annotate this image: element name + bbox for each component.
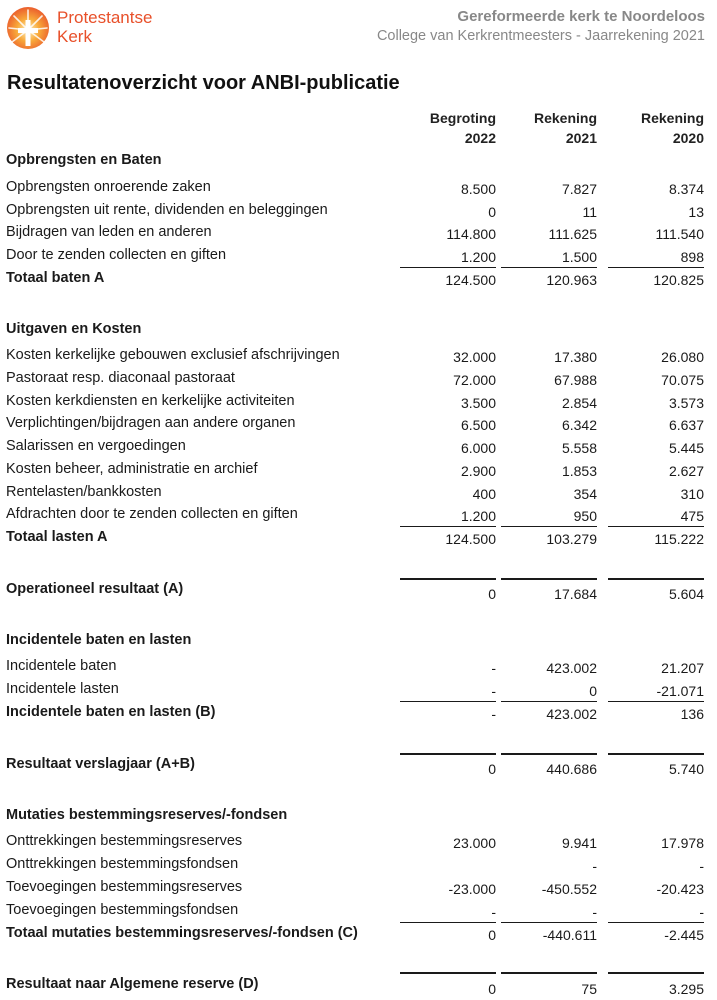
row-label: Incidentele baten xyxy=(6,658,117,674)
row-label: Incidentele baten en lasten (B) xyxy=(6,704,216,720)
value-rekening-2020: 5.604 xyxy=(668,586,704,602)
table-row xyxy=(0,876,717,898)
value-rekening-2021: 2.854 xyxy=(561,395,597,411)
header-info xyxy=(377,8,705,46)
value-rekening-2021: - xyxy=(592,904,597,920)
value-rekening-2021: 0 xyxy=(589,683,597,699)
column-header-line1: Rekening xyxy=(533,110,597,126)
value-begroting-2022: 1.200 xyxy=(460,249,496,265)
value-begroting-2022: 1.200 xyxy=(460,508,496,524)
row-label: Pastoraat resp. diaconaal pastoraat xyxy=(6,370,235,386)
table-row xyxy=(0,199,717,221)
value-rekening-2021: -450.552 xyxy=(541,881,597,897)
total-row xyxy=(0,922,717,944)
row-label: Kosten kerkelijke gebouwen exclusief afschrijvingen xyxy=(6,347,340,363)
value-begroting-2022: 2.900 xyxy=(460,463,496,479)
row-label: Incidentele lasten xyxy=(6,681,119,697)
row-label: Opbrengsten en Baten xyxy=(6,152,162,168)
value-rekening-2021: 103.279 xyxy=(546,531,597,547)
row-label: Opbrengsten onroerende zaken xyxy=(6,179,211,195)
value-rekening-2020: - xyxy=(699,904,704,920)
value-rekening-2020: 17.978 xyxy=(661,835,704,851)
value-rekening-2021: 354 xyxy=(573,486,597,502)
total-row xyxy=(0,701,717,723)
value-rekening-2021: 11 xyxy=(582,204,597,220)
value-rekening-2020: 26.080 xyxy=(661,349,704,365)
value-rekening-2020: 111.540 xyxy=(655,226,704,242)
row-label: Totaal mutaties bestemmingsreserves/-fondsen (C) xyxy=(6,925,358,941)
value-rekening-2021: 1.853 xyxy=(561,463,597,479)
value-begroting-2022: 23.000 xyxy=(453,835,496,851)
row-label: Door te zenden collecten en giften xyxy=(6,247,227,263)
value-rekening-2020: 3.573 xyxy=(668,395,704,411)
value-begroting-2022: 124.500 xyxy=(445,272,496,288)
table-row xyxy=(0,830,717,852)
value-rekening-2020: -21.071 xyxy=(656,683,704,699)
section-heading-uitgaven xyxy=(0,318,717,340)
value-rekening-2021: -440.611 xyxy=(542,927,597,943)
value-rekening-2021: 67.988 xyxy=(554,372,597,388)
value-rekening-2021: 111.625 xyxy=(548,226,597,242)
column-header-rekening-2021 xyxy=(497,108,597,148)
value-rekening-2020: 5.740 xyxy=(668,761,704,777)
page-header xyxy=(0,0,717,56)
section-heading-opbrengsten xyxy=(0,149,717,171)
table-row xyxy=(0,458,717,480)
table-row xyxy=(0,244,717,266)
value-begroting-2022: 0 xyxy=(488,927,496,943)
table-row xyxy=(0,390,717,412)
value-begroting-2022: 0 xyxy=(488,586,496,602)
value-rekening-2021: - xyxy=(592,858,597,874)
table-row xyxy=(0,678,717,700)
value-rekening-2020: 21.207 xyxy=(661,660,704,676)
row-label: Afdrachten door te zenden collecten en giften xyxy=(6,506,298,522)
value-rekening-2021: 17.380 xyxy=(554,349,597,365)
value-rekening-2020: 70.075 xyxy=(661,372,704,388)
row-label: Onttrekkingen bestemmingsreserves xyxy=(6,833,243,849)
section-heading-incidenteel xyxy=(0,629,717,651)
table-row xyxy=(0,503,717,525)
row-label: Totaal baten A xyxy=(6,270,105,286)
table-row xyxy=(0,344,717,366)
value-rekening-2021: 5.558 xyxy=(561,440,597,456)
total-row xyxy=(0,267,717,289)
value-rekening-2021: 9.941 xyxy=(561,835,597,851)
value-rekening-2020: 13 xyxy=(688,204,704,220)
value-rekening-2021: 440.686 xyxy=(546,761,597,777)
value-begroting-2022: -23.000 xyxy=(448,881,496,897)
value-begroting-2022: - xyxy=(491,683,496,699)
row-label: Bijdragen van leden en anderen xyxy=(6,224,212,240)
logo-line-1: Protestantse xyxy=(57,8,153,27)
value-begroting-2022: 3.500 xyxy=(460,395,496,411)
protestantse-kerk-logo-icon xyxy=(6,6,50,50)
result-row-operationeel xyxy=(0,578,717,600)
value-rekening-2020: 2.627 xyxy=(668,463,704,479)
row-label: Opbrengsten uit rente, dividenden en beleggingen xyxy=(6,202,328,218)
value-begroting-2022: - xyxy=(491,904,496,920)
result-row-verslagjaar xyxy=(0,753,717,775)
value-begroting-2022: 8.500 xyxy=(460,181,496,197)
value-begroting-2022: 0 xyxy=(488,761,496,777)
table-row xyxy=(0,655,717,677)
table-row xyxy=(0,412,717,434)
value-rekening-2020: 8.374 xyxy=(668,181,704,197)
logo-line-2: Kerk xyxy=(57,27,92,46)
row-label: Verplichtingen/bijdragen aan andere organen xyxy=(6,415,296,431)
value-begroting-2022: 6.000 xyxy=(460,440,496,456)
value-rekening-2021: 1.500 xyxy=(561,249,597,265)
value-rekening-2020: 136 xyxy=(680,706,704,722)
column-header-begroting-2022 xyxy=(396,108,496,148)
row-label: Incidentele baten en lasten xyxy=(6,632,192,648)
value-rekening-2021: 7.827 xyxy=(561,181,597,197)
value-begroting-2022: - xyxy=(491,706,496,722)
row-label: Salarissen en vergoedingen xyxy=(6,438,186,454)
row-label: Mutaties bestemmingsreserves/-fondsen xyxy=(6,807,288,823)
value-begroting-2022: 124.500 xyxy=(445,531,496,547)
row-label: Rentelasten/bankkosten xyxy=(6,484,162,500)
value-begroting-2022: - xyxy=(491,660,496,676)
value-rekening-2021: 120.963 xyxy=(546,272,597,288)
row-label: Operationeel resultaat (A) xyxy=(6,581,184,597)
page-title: Resultatenoverzicht voor ANBI-publicatie xyxy=(7,72,400,94)
column-header-line2: 2021 xyxy=(565,130,597,146)
value-rekening-2021: 950 xyxy=(573,508,597,524)
result-row-algemene-reserve xyxy=(0,973,717,995)
row-label: Resultaat naar Algemene reserve (D) xyxy=(6,976,259,992)
row-label: Uitgaven en Kosten xyxy=(6,321,142,337)
value-begroting-2022: 0 xyxy=(488,204,496,220)
column-header-line2: 2022 xyxy=(464,130,496,146)
column-header-line1: Rekening xyxy=(640,110,704,126)
table-row xyxy=(0,435,717,457)
church-name: Gereformeerde kerk te Noordeloos xyxy=(457,8,705,25)
value-rekening-2021: 423.002 xyxy=(546,660,597,676)
value-begroting-2022: 0 xyxy=(488,981,496,997)
value-rekening-2020: -20.423 xyxy=(656,881,704,897)
value-rekening-2020: 310 xyxy=(680,486,704,502)
value-rekening-2020: 3.295 xyxy=(668,981,704,997)
table-row xyxy=(0,853,717,875)
row-label: Kosten kerkdiensten en kerkelijke activiteiten xyxy=(6,393,295,409)
column-header-rekening-2020 xyxy=(604,108,704,148)
row-label: Resultaat verslagjaar (A+B) xyxy=(6,756,195,772)
section-heading-mutaties xyxy=(0,804,717,826)
row-label: Kosten beheer, administratie en archief xyxy=(6,461,258,477)
row-label: Toevoegingen bestemmingsfondsen xyxy=(6,902,239,918)
value-rekening-2020: 475 xyxy=(680,508,704,524)
value-rekening-2020: 898 xyxy=(680,249,704,265)
value-begroting-2022: 114.800 xyxy=(446,226,496,242)
table-row xyxy=(0,176,717,198)
column-header-line1: Begroting xyxy=(429,110,496,126)
value-rekening-2020: -2.445 xyxy=(664,927,704,943)
total-row xyxy=(0,526,717,548)
value-rekening-2020: 120.825 xyxy=(653,272,704,288)
report-subtitle: College van Kerkrentmeesters - Jaarrekening 2021 xyxy=(376,28,705,44)
row-label: Toevoegingen bestemmingsreserves xyxy=(6,879,243,895)
value-rekening-2020: 115.222 xyxy=(654,531,704,547)
value-rekening-2021: 423.002 xyxy=(546,706,597,722)
row-label: Onttrekkingen bestemmingsfondsen xyxy=(6,856,239,872)
value-rekening-2020: - xyxy=(699,858,704,874)
table-row xyxy=(0,221,717,243)
value-rekening-2021: 75 xyxy=(581,981,597,997)
value-begroting-2022: 6.500 xyxy=(460,417,496,433)
table-row xyxy=(0,367,717,389)
value-rekening-2020: 6.637 xyxy=(668,417,704,433)
value-rekening-2020: 5.445 xyxy=(668,440,704,456)
value-begroting-2022: 32.000 xyxy=(453,349,496,365)
value-rekening-2021: 6.342 xyxy=(561,417,597,433)
table-row xyxy=(0,899,717,921)
value-rekening-2021: 17.684 xyxy=(554,586,597,602)
logo-wordmark xyxy=(57,8,152,46)
value-begroting-2022: 72.000 xyxy=(453,372,496,388)
row-label: Totaal lasten A xyxy=(6,529,108,545)
value-begroting-2022: 400 xyxy=(472,486,496,502)
table-row xyxy=(0,481,717,503)
column-header-line2: 2020 xyxy=(672,130,704,146)
